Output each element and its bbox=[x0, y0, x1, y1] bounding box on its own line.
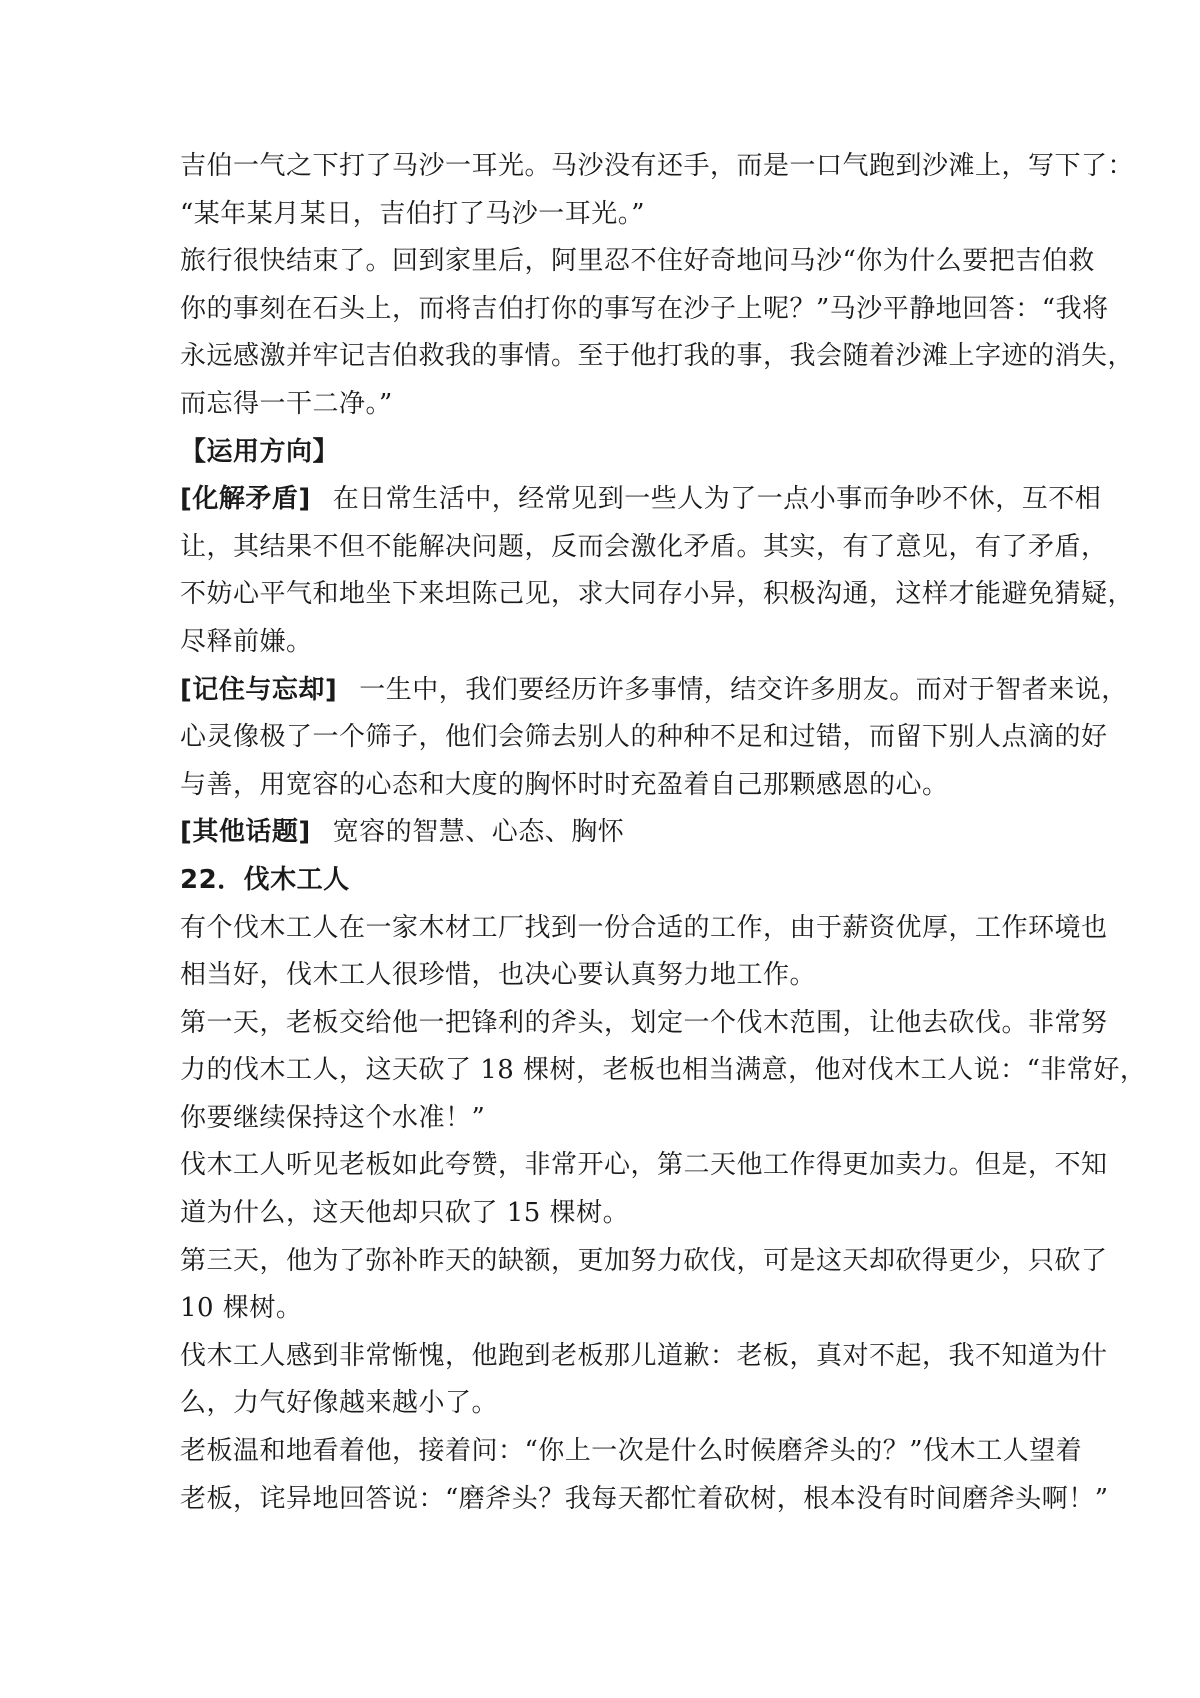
story-line: 老板，诧异地回答说：“磨斧头？我每天都忙着砍树，根本没有时间磨斧头啊！” bbox=[180, 1483, 1109, 1514]
text-line: “某年某月某日，吉伯打了马沙一耳光。” bbox=[180, 198, 646, 229]
text-span: 在日常生活中，经常见到一些人为了一点小事而争吵不休，互不相 bbox=[332, 484, 1102, 515]
text-span: 宽容的智慧、心态、胸怀 bbox=[332, 817, 625, 848]
story-line: 道为什么，这天他却只砍了 15 棵树。 bbox=[180, 1198, 630, 1229]
story-line: 么，力气好像越来越小了。 bbox=[180, 1388, 499, 1419]
story-title: 22．伐木工人 bbox=[180, 864, 350, 895]
document-page bbox=[180, 143, 1147, 1523]
text-line: 与善，用宽容的心态和大度的胸怀时时充盈着自己那颗感恩的心。 bbox=[180, 769, 949, 800]
story-line: 力的伐木工人，这天砍了 18 棵树，老板也相当满意，他对伐木工人说：“非常好， bbox=[180, 1055, 1147, 1086]
text-line: 而忘得一干二净。” bbox=[180, 388, 393, 419]
text-line: 心灵像极了一个筛子，他们会筛去别人的种种不足和过错，而留下别人点滴的好 bbox=[180, 722, 1108, 753]
story-line: 第一天，老板交给他一把锋利的斧头，划定一个伐木范围，让他去砍伐。非常努 bbox=[180, 1007, 1108, 1038]
story-line: 有个伐木工人在一家木材工厂找到一份合适的工作，由于薪资优厚，工作环境也 bbox=[180, 912, 1108, 943]
text-line: 永远感激并牢记吉伯救我的事情。至于他打我的事，我会随着沙滩上字迹的消失， bbox=[180, 341, 1135, 372]
story-line: 伐木工人感到非常惭愧，他跑到老板那儿道歉：老板，真对不起，我不知道为什 bbox=[180, 1340, 1108, 1371]
text-line: 不妨心平气和地坐下来坦陈己见，求大同存小异，积极沟通，这样才能避免猜疑， bbox=[180, 579, 1135, 610]
text-line: 尽释前嫌。 bbox=[180, 626, 313, 657]
direction-paragraph bbox=[180, 809, 1040, 857]
text-line: 你的事刻在石头上，而将吉伯打你的事写在沙子上呢？”马沙平静地回答：“我将 bbox=[180, 293, 1109, 324]
story-line: 10 棵树。 bbox=[180, 1293, 303, 1324]
direction-paragraph bbox=[180, 476, 1102, 524]
text-line: 让，其结果不但不能解决问题，反而会激化矛盾。其实，有了意见，有了矛盾， bbox=[180, 531, 1108, 562]
direction-label: [化解矛盾] bbox=[180, 484, 311, 515]
text-line: 吉伯一气之下打了马沙一耳光。马沙没有还手，而是一口气跑到沙滩上，写下了： bbox=[180, 151, 1135, 181]
text-span: 一生中，我们要经历许多事情，结交许多朋友。而对于智者来说， bbox=[359, 674, 1128, 705]
story-line: 伐木工人听见老板如此夸赞，非常开心，第二天他工作得更加卖力。但是，不知 bbox=[180, 1150, 1108, 1181]
story-line: 相当好，伐木工人很珍惜，也决心要认真努力地工作。 bbox=[180, 960, 817, 991]
story-line: 老板温和地看着他，接着问：“你上一次是什么时候磨斧头的？”伐木工人望着 bbox=[180, 1436, 1083, 1467]
story-line: 第三天，他为了弥补昨天的缺额，更加努力砍伐，可是这天却砍得更少，只砍了 bbox=[180, 1245, 1108, 1276]
direction-label: [记住与忘却] bbox=[180, 674, 338, 705]
story-line: 你要继续保持这个水准！” bbox=[180, 1102, 486, 1133]
section-heading: 【运用方向】 bbox=[180, 436, 340, 467]
text-line: 旅行很快结束了。回到家里后，阿里忍不住好奇地问马沙“你为什么要把吉伯救 bbox=[180, 246, 1095, 277]
direction-paragraph bbox=[180, 667, 1128, 715]
direction-label: [其他话题] bbox=[180, 817, 311, 848]
